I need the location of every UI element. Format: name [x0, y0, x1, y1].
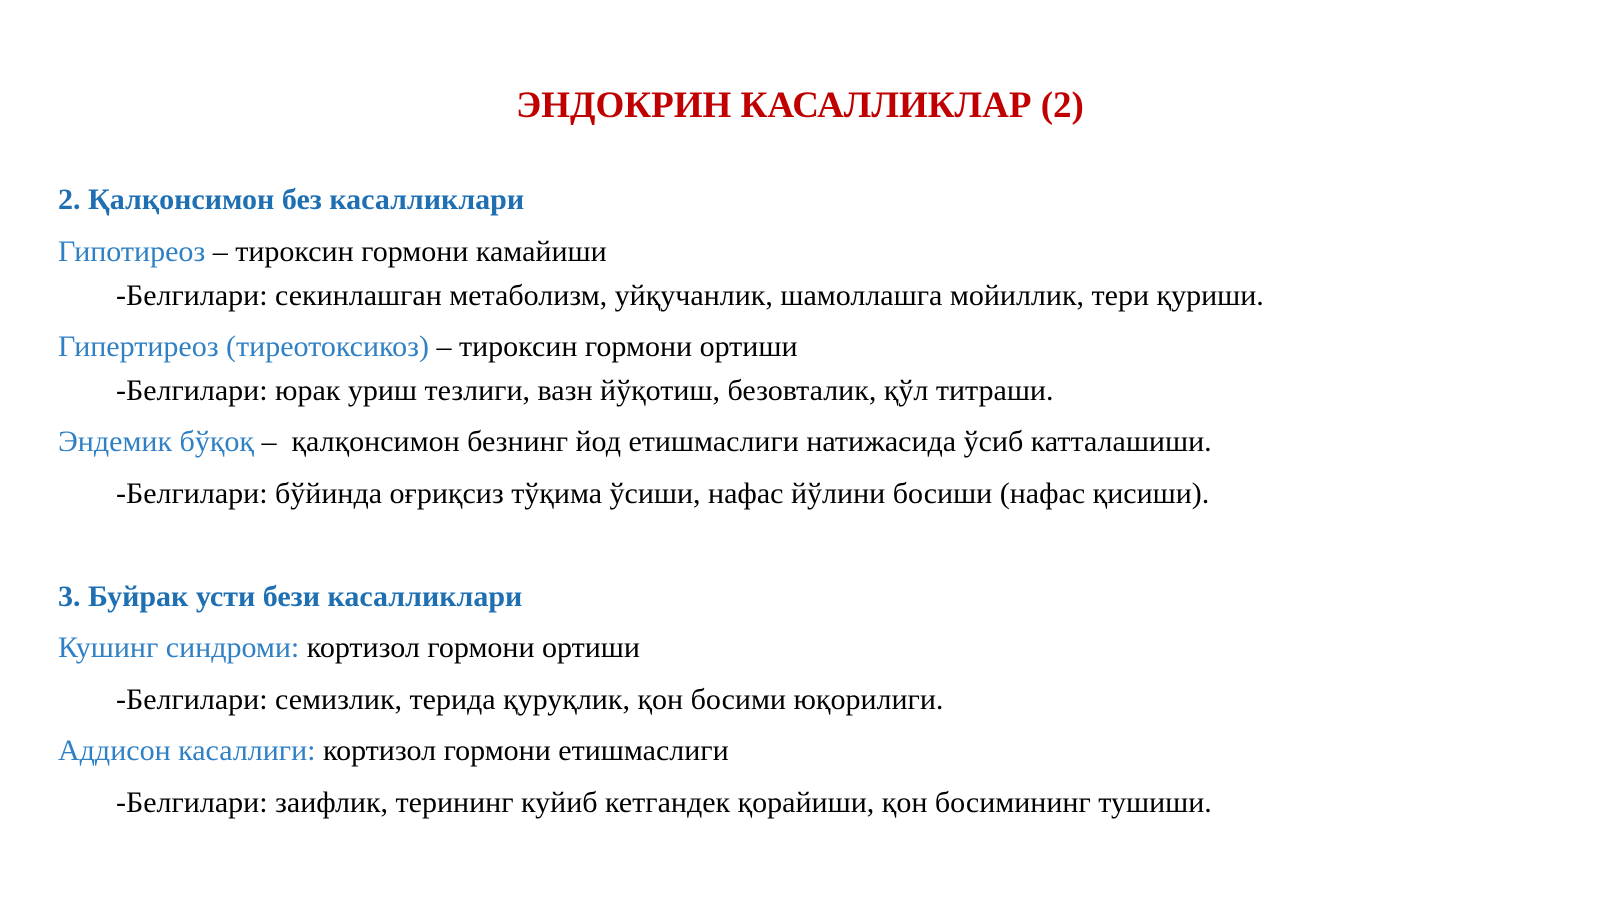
item-goiter	[58, 424, 1212, 460]
definition-hypothyroid: – тироксин гормони камайиши	[205, 235, 607, 268]
definition-addison: кортизол гормони етишмаслиги	[315, 734, 729, 767]
signs-addison: -Белгилари: заифлик, терининг куйиб кетгандек қорайиши, қон босимининг тушиши.	[116, 786, 1212, 819]
slide-title: ЭНДОКРИН КАСАЛЛИКЛАР (2)	[516, 85, 1084, 126]
definition-cushing: кортизол гормони ортиши	[299, 631, 640, 664]
signs-goiter: -Белгилари: бўйинда оғриқсиз тўқима ўсиши, нафас йўлини босиши (нафас қисиши).	[116, 477, 1210, 510]
signs-hyperthyroid: -Белгилари: юрак уриш тезлиги, вазн йўқотиш, безовталик, қўл титраши.	[116, 374, 1054, 407]
term-addison: Аддисон касаллиги:	[58, 734, 316, 767]
signs-hypothyroid: -Белгилари: секинлашган метаболизм, уйқучанлик, шамоллашга мойиллик, тери қуриши.	[116, 279, 1264, 312]
item-hyperthyroid	[58, 329, 798, 365]
term-hyperthyroid: Гипертиреоз (тиреотоксикоз)	[58, 330, 429, 363]
item-addison	[58, 733, 729, 769]
term-cushing: Кушинг синдроми:	[58, 631, 300, 664]
signs-cushing: -Белгилари: семизлик, терида қуруқлик, қон босими юқорилиги.	[116, 683, 944, 716]
definition-hyperthyroid: – тироксин гормони ортиши	[428, 330, 798, 363]
item-cushing	[58, 630, 640, 666]
item-hypothyroid	[58, 234, 607, 270]
term-hypothyroid: Гипотиреоз	[58, 235, 206, 268]
section-heading-adrenal: 3. Буйрак усти бези касалликлари	[58, 580, 523, 613]
definition-goiter: – қалқонсимон безнинг йод етишмаслиги натижасида ўсиб катталашиши.	[253, 425, 1212, 458]
term-goiter: Эндемик бўқоқ	[58, 425, 254, 458]
section-heading-thyroid: 2. Қалқонсимон без касалликлари	[58, 183, 525, 216]
